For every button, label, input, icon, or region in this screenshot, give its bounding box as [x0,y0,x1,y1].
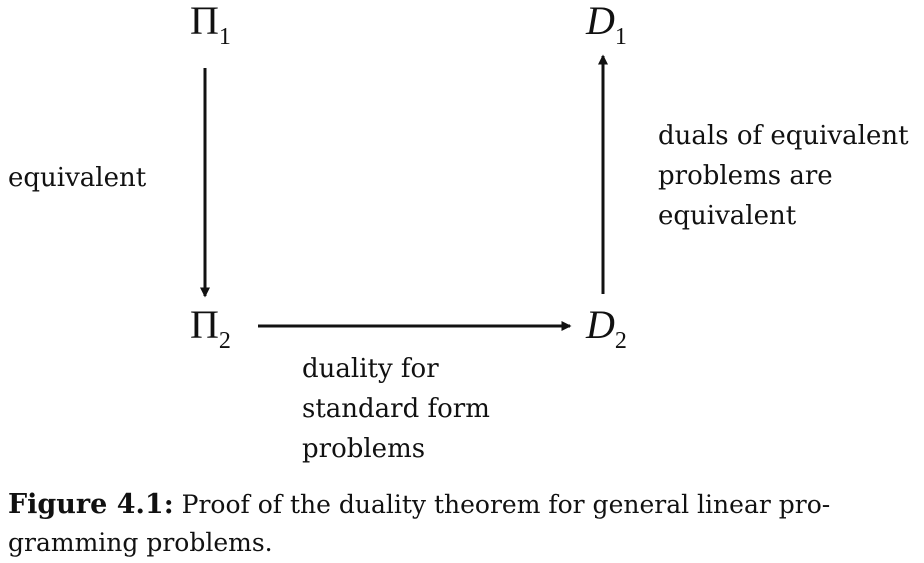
node-d2-symbol: D [586,302,615,347]
caption-label: Figure 4.1: [8,489,174,520]
node-pi1-subscript: 1 [218,24,231,50]
label-right-line-1: duals of equivalent [658,121,909,151]
caption-text: Proof of the duality theorem for general linear pro- [173,490,831,519]
node-d2-subscript: 2 [614,328,627,354]
node-d1 [585,0,627,50]
caption-text-line2: gramming problems. [8,528,273,557]
node-pi2 [190,302,231,354]
node-pi1-symbol: Π [190,0,219,43]
figure-caption [8,486,914,562]
node-pi2-subscript: 2 [218,328,231,354]
label-bottom-line-2: standard form [302,394,490,424]
node-d1-symbol: D [586,0,615,43]
label-bottom-line-1: duality for [302,354,439,384]
label-right-line-3: equivalent [658,201,797,231]
node-pi2-symbol: Π [190,302,219,347]
label-bottom-line-3: problems [302,434,426,464]
node-d2 [585,302,627,354]
label-left-equivalent: equivalent [8,163,147,193]
node-pi1 [190,0,231,50]
label-right-line-2: problems are [658,161,833,191]
node-d1-subscript: 1 [614,24,627,50]
